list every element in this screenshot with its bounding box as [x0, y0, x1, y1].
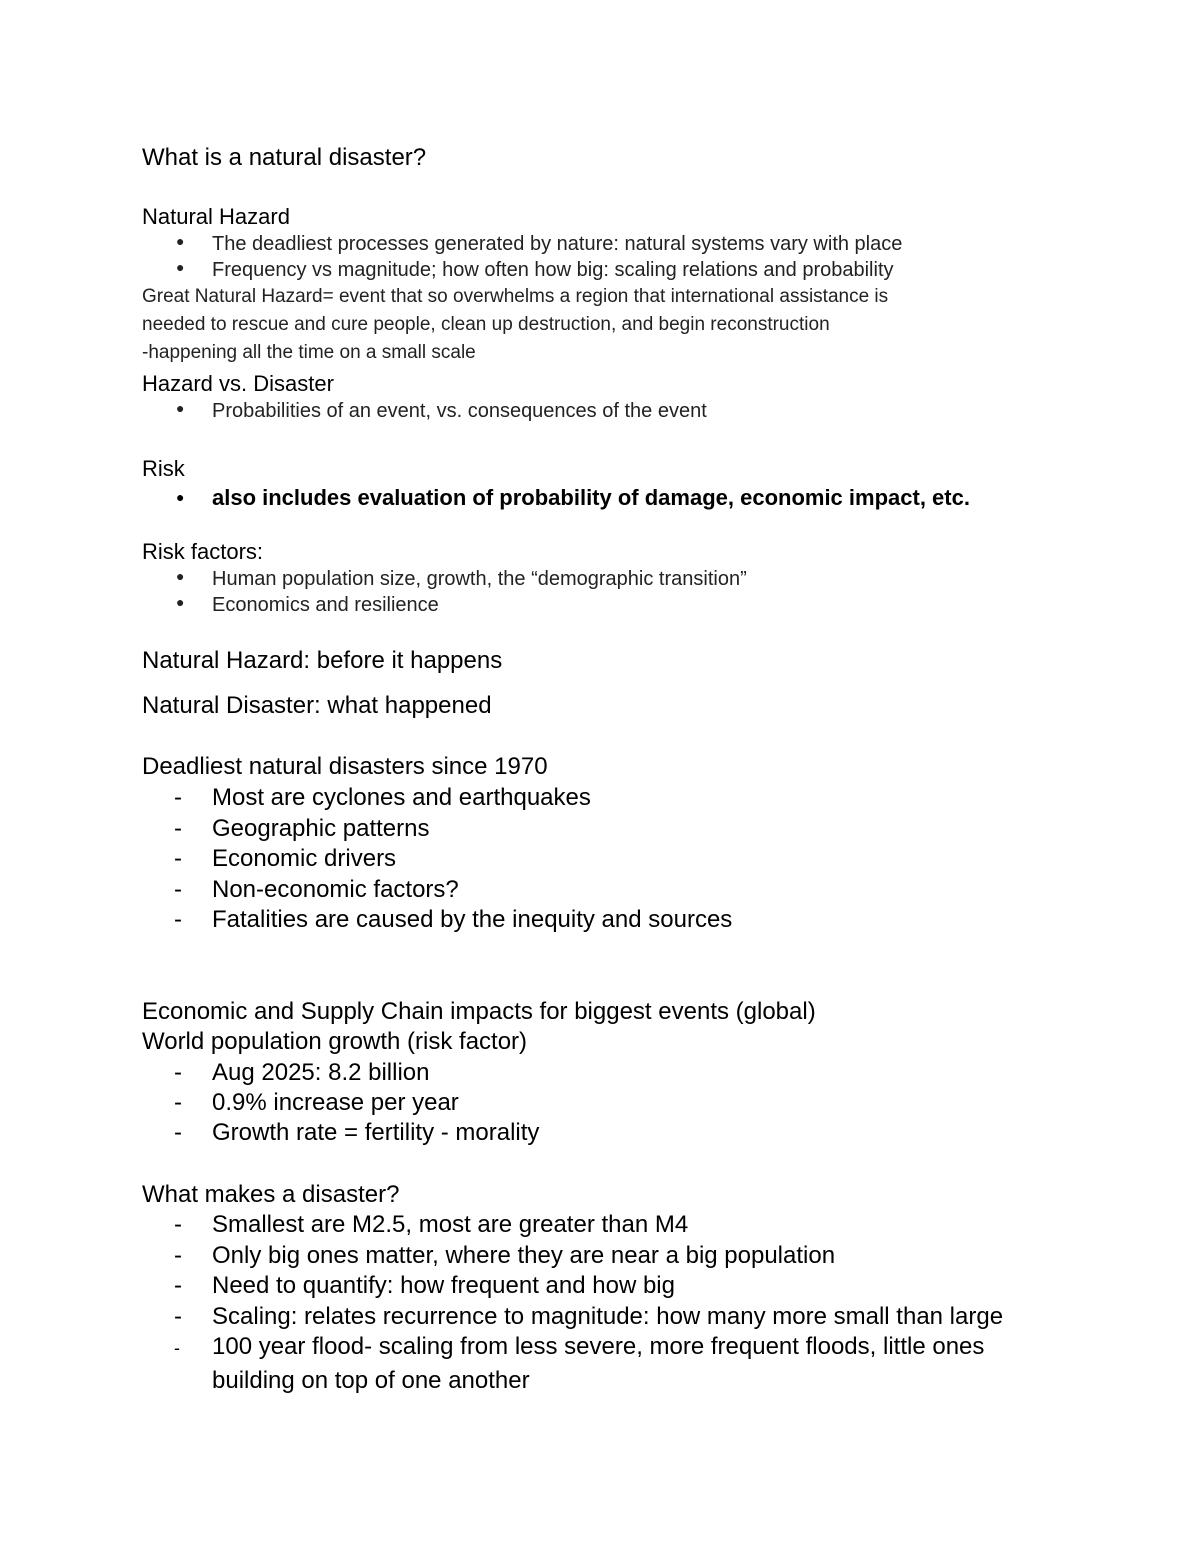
natural-hazard-heading: Natural Hazard — [142, 204, 290, 229]
dash-marker: - — [174, 1059, 182, 1086]
list-item: - 100 year flood- scaling from less severe, more frequent floods, little ones — [174, 1333, 985, 1360]
list-item: - Only big ones matter, where they are near a big population — [174, 1242, 836, 1269]
bullet-dot-icon: ● — [176, 259, 185, 275]
bullet-dot-icon: ● — [176, 400, 185, 416]
dash-marker: - — [174, 1211, 182, 1238]
list-item: - Smallest are M2.5, most are greater than M4 — [174, 1211, 689, 1238]
list-item: - Most are cyclones and earthquakes — [174, 784, 591, 811]
dash-marker: - — [174, 845, 182, 872]
list-item: ● Economics and resilience — [176, 594, 439, 616]
dash-marker: - — [174, 1089, 182, 1116]
definition-hazard: Natural Hazard: before it happens — [142, 647, 503, 674]
list-item: ● also includes evaluation of probability of damage, economic impact, etc. — [176, 485, 970, 510]
great-hazard-line: -happening all the time on a small scale — [142, 342, 476, 363]
hazard-vs-disaster-heading: Hazard vs. Disaster — [142, 371, 334, 396]
list-item: - Aug 2025: 8.2 billion — [174, 1059, 430, 1086]
list-item: ● Frequency vs magnitude; how often how big: scaling relations and probability — [176, 259, 894, 281]
dash-marker: - — [174, 1119, 182, 1146]
list-item: - Fatalities are caused by the inequity and sources — [174, 906, 733, 933]
list-item-continuation: building on top of one another — [212, 1367, 530, 1394]
makes-disaster-heading: What makes a disaster? — [142, 1181, 400, 1208]
list-item: - 0.9% increase per year — [174, 1089, 459, 1116]
bullet-dot-icon: ● — [176, 594, 185, 610]
definition-disaster: Natural Disaster: what happened — [142, 692, 492, 719]
list-item: - Growth rate = fertility - morality — [174, 1119, 540, 1146]
list-item: - Scaling: relates recurrence to magnitude: how many more small than large — [174, 1303, 1004, 1330]
great-hazard-line: Great Natural Hazard= event that so overwhelms a region that international assistance is — [142, 286, 889, 307]
dash-marker: - — [174, 1303, 182, 1330]
list-item: - Non-economic factors? — [174, 876, 459, 903]
risk-factors-heading: Risk factors: — [142, 539, 264, 564]
economic-heading: Economic and Supply Chain impacts for biggest events (global) — [142, 998, 816, 1025]
page-title: What is a natural disaster? — [142, 144, 427, 171]
risk-heading: Risk — [142, 456, 185, 481]
dash-marker: - — [174, 1338, 180, 1358]
dash-marker: - — [174, 906, 182, 933]
dash-marker: - — [174, 784, 182, 811]
list-item: ● Probabilities of an event, vs. consequences of the event — [176, 400, 707, 422]
dash-marker: - — [174, 1242, 182, 1269]
bullet-dot-icon: ● — [176, 233, 185, 249]
list-item: ● Human population size, growth, the “demographic transition” — [176, 568, 747, 590]
list-item: - Economic drivers — [174, 845, 397, 872]
dash-marker: - — [174, 1272, 182, 1299]
list-item: ● The deadliest processes generated by nature: natural systems vary with place — [176, 233, 903, 255]
deadliest-heading: Deadliest natural disasters since 1970 — [142, 753, 548, 780]
great-hazard-line: needed to rescue and cure people, clean up destruction, and begin reconstruction — [142, 314, 830, 335]
bullet-dot-icon: ● — [176, 489, 185, 505]
dash-marker: - — [174, 876, 182, 903]
list-item: - Need to quantify: how frequent and how big — [174, 1272, 675, 1299]
list-item: - Geographic patterns — [174, 815, 430, 842]
dash-marker: - — [174, 815, 182, 842]
population-heading: World population growth (risk factor) — [142, 1028, 528, 1055]
bullet-dot-icon: ● — [176, 568, 185, 584]
